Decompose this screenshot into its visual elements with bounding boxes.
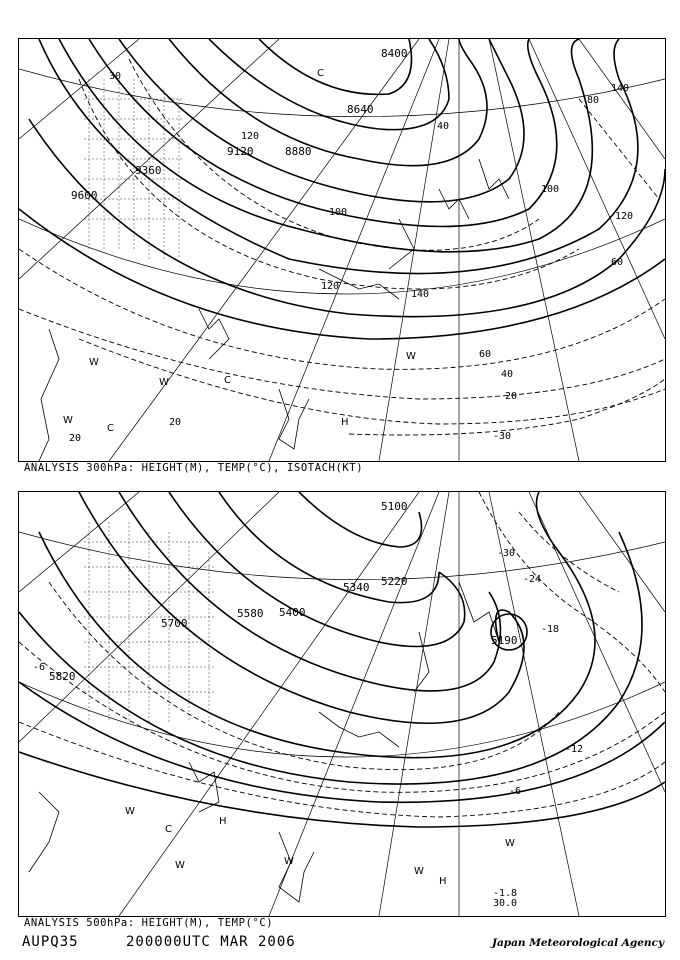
pressure-centers: [63, 68, 416, 434]
height-label: 5580: [237, 607, 264, 620]
caption-300hpa: ANALYSIS 300hPa: HEIGHT(M), TEMP(°C), ISOTACH(KT): [24, 462, 364, 474]
isotach-label: 40: [437, 121, 450, 132]
height-label: 5220: [381, 575, 408, 588]
height-label: 8640: [347, 103, 374, 116]
map-panel-500hpa: [18, 491, 666, 917]
center-label: W: [159, 377, 169, 388]
temperature-label: -24: [523, 574, 542, 585]
svg-text:-1.8: -1.8: [493, 888, 518, 899]
temperature-label: -12: [565, 744, 584, 755]
center-label: W: [125, 806, 135, 817]
height-label: 8400: [381, 47, 408, 60]
isotach-label: 120: [241, 131, 260, 142]
center-label: C: [317, 68, 324, 79]
map-panel-300hpa: [18, 38, 666, 462]
isotach-label: 140: [411, 289, 430, 300]
isotach-label: 60: [479, 349, 492, 360]
center-label: W: [505, 838, 515, 849]
coastlines: [29, 582, 499, 902]
temperature-label: -30: [497, 548, 516, 559]
height-labels: [49, 500, 518, 683]
center-label: W: [89, 357, 99, 368]
temperature-label: -6: [33, 662, 46, 673]
isotach-label: 30: [109, 71, 122, 82]
center-label: C: [165, 824, 172, 835]
center-label: H: [439, 876, 447, 887]
center-label: W: [414, 866, 424, 877]
center-label: W: [63, 415, 73, 426]
isotach-label: 120: [615, 211, 634, 222]
center-label: H: [341, 417, 349, 428]
isotach-label: 20: [505, 391, 518, 402]
station-plot: [493, 888, 517, 909]
isotach-label: 40: [501, 369, 514, 380]
height-label: 9120: [227, 145, 254, 158]
center-label: C: [107, 423, 114, 434]
temperature-label: -6: [509, 786, 522, 797]
height-label: 9360: [135, 164, 162, 177]
isotach-label: 120: [321, 281, 340, 292]
isotach-label: 80: [587, 95, 600, 106]
center-label: W: [406, 351, 416, 362]
center-label: W: [284, 856, 294, 867]
center-label: H: [219, 816, 227, 827]
height-label: 8880: [285, 145, 312, 158]
chart-datetime: 200000UTC MAR 2006: [126, 934, 296, 950]
agency-credit: Japan Meteorological Agency: [492, 937, 665, 949]
center-label: W: [175, 860, 185, 871]
temperature-label: -18: [541, 624, 560, 635]
height-label: 5100: [381, 500, 408, 513]
graticule: [19, 39, 665, 461]
station-plot: -30: [493, 431, 512, 442]
chart-code: AUPQ35: [22, 934, 79, 950]
isotach-label: 100: [329, 207, 348, 218]
height-contours: [19, 492, 665, 827]
isotach-label: 140: [611, 83, 630, 94]
map-500hpa-svg: [19, 492, 665, 916]
isotach-label: 20: [169, 417, 182, 428]
height-label: 5190: [491, 634, 518, 647]
height-label: 9600: [71, 189, 98, 202]
isotach-label: 60: [611, 257, 624, 268]
map-300hpa-svg: [19, 39, 665, 461]
graticule: [19, 492, 665, 916]
isotach-label: 20: [69, 433, 82, 444]
svg-text:30.0: 30.0: [493, 898, 518, 909]
height-label: 5820: [49, 670, 76, 683]
caption-500hpa: ANALYSIS 500hPa: HEIGHT(M), TEMP(°C): [24, 917, 274, 929]
height-label: 5700: [161, 617, 188, 630]
isotherm-contours: [19, 492, 665, 817]
height-label: 5400: [279, 606, 306, 619]
pressure-centers: [125, 806, 515, 887]
hatched-region: [84, 522, 214, 722]
center-label: C: [224, 375, 231, 386]
isotach-label: 100: [541, 184, 560, 195]
height-label: 5340: [343, 581, 370, 594]
isotach-contours: [19, 59, 665, 435]
